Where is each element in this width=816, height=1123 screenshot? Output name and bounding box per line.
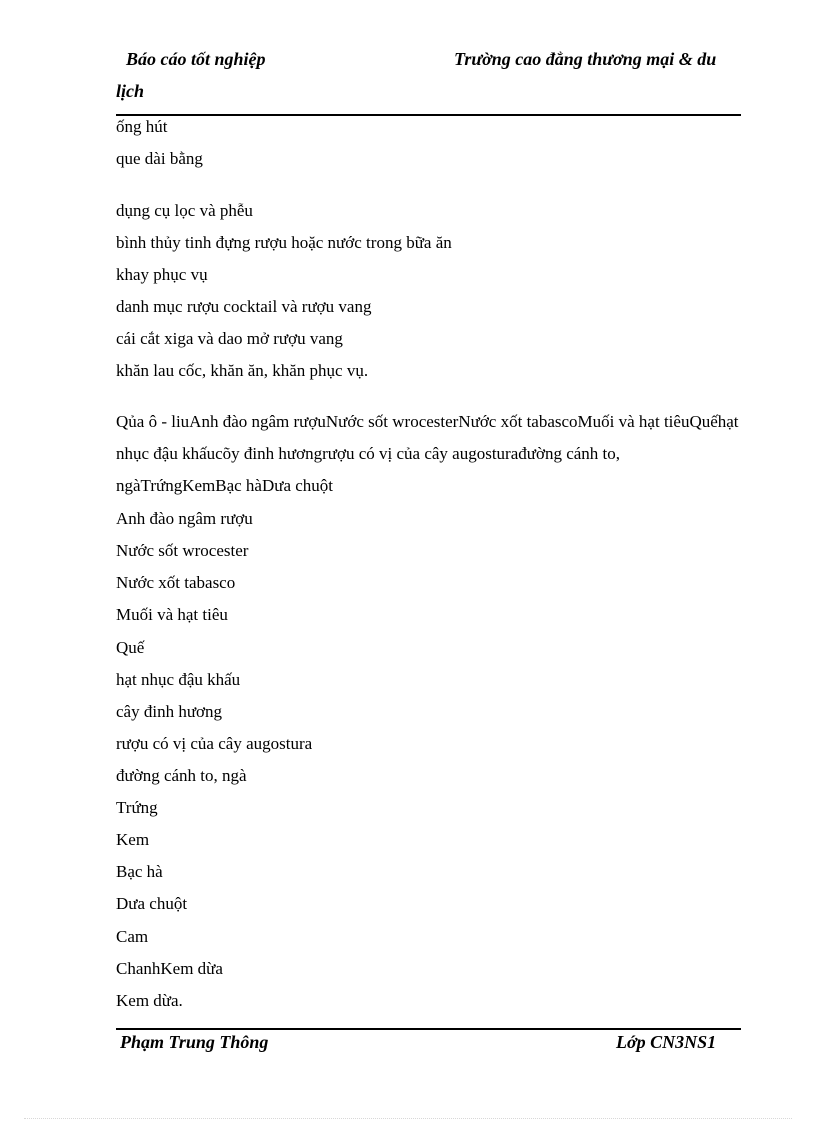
header-school-name-wrap: lịch bbox=[116, 81, 145, 101]
list-item: hạt nhục đậu khấu bbox=[116, 670, 241, 689]
header-school-name: Trường cao đẳng thương mại & du bbox=[454, 49, 717, 69]
list-item: Anh đào ngâm rượu bbox=[116, 509, 253, 528]
ingredient-paragraph: Qủa ô - liuAnh đào ngâm rượuNước sốt wrocesterNước xốt tabascoMuối và hạt tiêuQuếhạt nhục đậu khấucõy đinh hươngrượu có vị của cây augosturađường cánh to, ngàTrứngKemBạc hàDưa chuột bbox=[116, 412, 739, 495]
list-item: Dưa chuột bbox=[116, 894, 188, 913]
header-report-title: Báo cáo tốt nghiệp bbox=[126, 49, 266, 69]
list-item: Bạc hà bbox=[116, 862, 163, 881]
text-line: ống hút bbox=[116, 117, 168, 136]
list-item: Nước sốt wrocester bbox=[116, 541, 249, 560]
text-line: bình thủy tinh đựng rượu hoặc nước trong bữa ăn bbox=[116, 233, 452, 252]
page-boundary bbox=[24, 1118, 792, 1119]
list-item: rượu có vị của cây augostura bbox=[116, 734, 313, 753]
header-rule bbox=[116, 114, 741, 116]
footer-rule bbox=[116, 1028, 741, 1030]
footer-author: Phạm Trung Thông bbox=[120, 1032, 269, 1052]
list-item: Kem dừa. bbox=[116, 991, 183, 1010]
list-item: Nước xốt tabasco bbox=[116, 573, 236, 592]
list-item: Muối và hạt tiêu bbox=[116, 605, 228, 624]
text-line: khay phục vụ bbox=[116, 265, 208, 284]
text-line: danh mục rượu cocktail và rượu vang bbox=[116, 297, 372, 316]
list-item: Kem bbox=[116, 830, 150, 849]
list-item: đường cánh to, ngà bbox=[116, 766, 247, 785]
list-item: Quế bbox=[116, 638, 145, 657]
list-item: Cam bbox=[116, 927, 149, 946]
list-item: cây đinh hương bbox=[116, 702, 223, 721]
footer-class: Lớp CN3NS1 bbox=[616, 1032, 717, 1052]
list-item: Trứng bbox=[116, 798, 158, 817]
list-item: ChanhKem dừa bbox=[116, 959, 223, 978]
text-line: que dài bằng bbox=[116, 149, 203, 168]
text-line: cái cắt xiga và dao mở rượu vang bbox=[116, 329, 343, 348]
text-line: dụng cụ lọc và phễu bbox=[116, 201, 253, 220]
text-line: khăn lau cốc, khăn ăn, khăn phục vụ. bbox=[116, 361, 369, 380]
